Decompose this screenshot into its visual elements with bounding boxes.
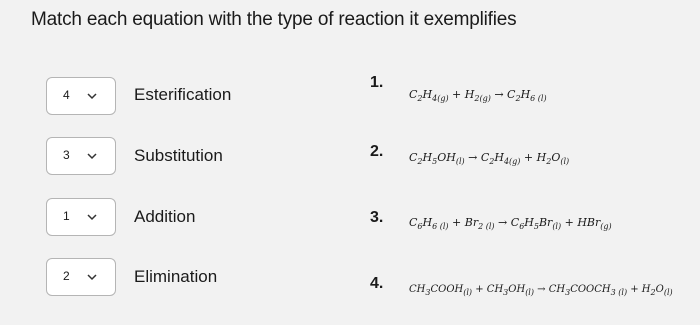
- reaction-type-label: Esterification: [134, 85, 232, 104]
- chevron-down-icon: [87, 92, 97, 100]
- reaction-type-label: Substitution: [134, 146, 223, 165]
- select-value: 3: [63, 148, 70, 162]
- equation-3: $C_6H_{6 (l)} + Br_{2 (l)} \to C_6H_5Br_{(l)} + HBr_{(g)}$: [409, 216, 612, 232]
- equation-number: 4.: [370, 275, 384, 292]
- reaction-select-2[interactable]: [46, 137, 116, 175]
- chevron-down-icon: [87, 273, 97, 281]
- page-title: Match each equation with the type of reaction it exemplifies: [31, 9, 517, 30]
- reaction-select-1[interactable]: [46, 77, 116, 115]
- chevron-down-icon: [87, 152, 97, 160]
- select-value: 1: [63, 209, 70, 223]
- reaction-select-4[interactable]: [46, 258, 116, 296]
- reaction-type-label: Addition: [134, 207, 196, 226]
- equation-2: $C_2H_5OH_{(l)} \to C_2H_{4(g)} + H_2O_{(l)}$: [409, 151, 570, 167]
- equation-number: 3.: [370, 209, 384, 226]
- equation-1: $C_2H_{4(g)} + H_{2(g)} \to C_2H_{6 (l)}$: [409, 88, 547, 104]
- select-value: 4: [63, 88, 70, 102]
- chevron-down-icon: [87, 213, 97, 221]
- equation-number: 2.: [370, 143, 384, 160]
- equation-number: 1.: [370, 74, 384, 91]
- select-value: 2: [63, 269, 70, 283]
- reaction-select-3[interactable]: [46, 198, 116, 236]
- equation-4: $CH_3COOH_{(l)} + CH_3OH_{(l)}$ → $CH_3COOCH_{3 (l)} + H_2O_{(l)}$: [409, 284, 673, 297]
- reaction-type-label: Elimination: [134, 267, 218, 286]
